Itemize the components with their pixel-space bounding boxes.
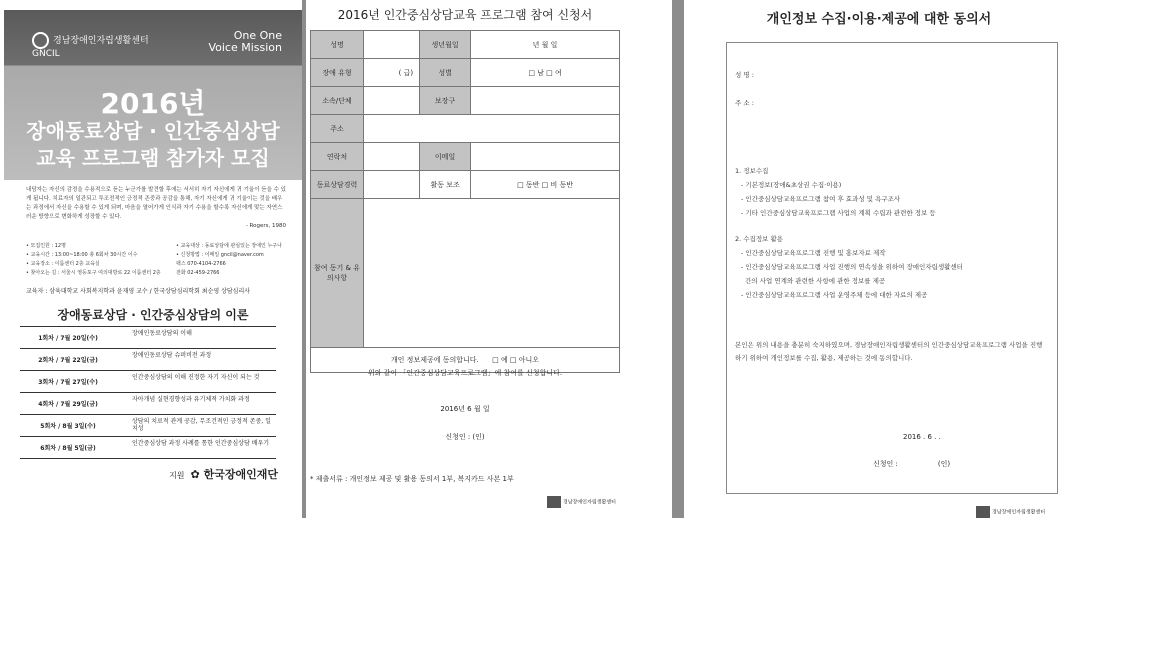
- session-date: 4회차 / 7월 29일(금): [38, 401, 98, 408]
- helper-label: 활동 보조: [420, 171, 471, 199]
- sponsor-label: 지원: [169, 471, 185, 480]
- session-date: 5회차 / 8월 3일(수): [40, 423, 96, 430]
- attachments-note: * 제출서류 : 개인정보 제공 및 활용 동의서 1부, 복지카드 사본 1부: [310, 475, 514, 483]
- birth-label: 생년월일: [420, 31, 471, 59]
- page-gap-middle: [672, 0, 684, 518]
- org-logo-icon: [547, 496, 561, 508]
- name-field[interactable]: [364, 31, 420, 59]
- privacy-consent-document: [684, 0, 1150, 518]
- info-item: • 교육시간 : 13:00~18:00 총 6회차 30시간 이수: [26, 252, 138, 258]
- section1-item: - 인간중심상담교육프로그램 참여 후 효과성 및 욕구조사: [741, 195, 901, 203]
- motive-field[interactable]: [364, 199, 620, 348]
- session-topic: 장애인동료상담의 이해: [132, 330, 192, 337]
- sponsor: [169, 466, 278, 482]
- experience-field[interactable]: [364, 171, 420, 199]
- schedule-table: [20, 326, 276, 459]
- info-item: • 모집인원 : 12명: [26, 243, 66, 249]
- schedule-row: [20, 371, 276, 393]
- application-form: [306, 0, 624, 518]
- motive-label: 참여 동기 & 유의사항: [311, 199, 364, 348]
- schedule-row: [20, 349, 276, 371]
- birth-field[interactable]: 년 월 일: [471, 31, 620, 59]
- aid-device-label: 보장구: [420, 87, 471, 115]
- schedule-row: [20, 437, 276, 459]
- poster-title-line-2: 교육 프로그램 참가자 모집: [36, 146, 270, 170]
- schedule-row: [20, 415, 276, 437]
- poster-title-line-1: 장애동료상담 · 인간중심상담: [26, 119, 280, 143]
- info-item: • 신청방법 : 이메일 gncil@naver.com: [176, 252, 264, 258]
- phone-label: 연락처: [311, 143, 364, 171]
- applicant-signature: 신청인 : (인): [445, 433, 485, 441]
- poster-year: 2016년: [100, 87, 206, 120]
- schedule-row: [20, 393, 276, 415]
- form-title: 2016년 인간중심상담교육 프로그램 참여 신청서: [337, 8, 593, 22]
- consent-name-label: 성 명 :: [735, 71, 754, 79]
- disability-type-label: 장애 유형: [311, 59, 364, 87]
- info-item: • 찾아오는 길 : 서울시 영등포구 여의대방로 22 이룸센터 2층: [26, 270, 161, 276]
- org-logo: [32, 32, 149, 59]
- section2-title: 2. 수집정보 활용: [735, 235, 784, 243]
- gender-label: 성별: [420, 59, 471, 87]
- org-logo-icon: [976, 506, 990, 518]
- consent-statement: 본인은 위의 내용을 충분히 숙지하였으며, 경남장애인자립생활센터의 인간중심상담교육프로그램 사업을 진행하기 위하여 개인정보를 수집, 활용, 제공하는 것에 동의합니다.: [735, 341, 1043, 362]
- address-field[interactable]: [364, 115, 620, 143]
- section2-item: - 인간중심상담교육프로그램 사업 진행의 연속성을 위하여 장애인자립생활센터: [741, 263, 963, 271]
- consent-logo: [976, 506, 1045, 518]
- consent-title: 개인정보 수집·이용·제공에 대한 동의서: [766, 12, 992, 27]
- section2-item: 간의 사업 연계와 관련한 사항에 관한 정보를 제공: [741, 277, 886, 285]
- section1-item: - 기타 인간중심상담교육프로그램 사업의 계획 수립과 관련한 정보 등: [741, 209, 936, 217]
- email-field[interactable]: [471, 143, 620, 171]
- section2-item: - 인간중심상담교육프로그램 사업 운영주체 등에 대한 자료의 제공: [741, 291, 928, 299]
- org-label: 소속/단체: [311, 87, 364, 115]
- org-sub: GNCIL: [32, 49, 60, 59]
- consent-box: [726, 42, 1058, 494]
- org-field[interactable]: [364, 87, 420, 115]
- consent-date: 2016 . 6 . .: [903, 433, 941, 441]
- info-right: [176, 242, 288, 278]
- section1-item: - 기본정보(장애&초상권 수집·이용): [741, 181, 842, 189]
- schedule-row: [20, 327, 276, 349]
- intro-source: - Rogers, 1980: [245, 223, 286, 229]
- instructors: 교육자 : 삼육대학교 사회복지학과 윤재영 교수 / 한국상담심리학회 최순영 상담심리사: [26, 288, 251, 295]
- gender-checkboxes[interactable]: □ 남 □ 여: [471, 59, 620, 87]
- aid-device-field[interactable]: [471, 87, 620, 115]
- privacy-consent-text: 개인 정보제공에 동의합니다.: [390, 356, 479, 364]
- curriculum-title: 장애동료상담 · 인간중심상담의 이론: [57, 308, 249, 322]
- org-name: 경남장애인자립생활센터: [53, 36, 149, 46]
- info-item: 전화 02-459-2766: [176, 270, 220, 276]
- info-item: • 교육장소 : 이룸센터 2층 교육실: [26, 261, 100, 267]
- disability-type-field[interactable]: ( 급): [364, 59, 420, 87]
- apply-statement: 위와 같이 「인간중심상담교육프로그램」에 참여를 신청합니다.: [367, 369, 563, 377]
- consent-signature: 신청인 : (인): [873, 460, 951, 468]
- info-item: • 교육대상 : 동료상담에 관심있는 장애인 누구나: [176, 243, 282, 249]
- slogan-line-2: Voice Mission: [208, 41, 282, 54]
- slogan-line-1: One One: [233, 29, 282, 42]
- poster-intro: [26, 186, 286, 231]
- intro-text: 내담자는 자신의 감정을 수용적으로 듣는 누군가를 발견할 후에는 서서히 자기 자신에게 귀 기울이 듣을 수 있게 됩니다. 치료자의 일관되고 투조전적인 긍정적 존중과 공감을 통해, 자기 자신에게 귀 기울이는 것을 배우는 과정에서 자신을 수용할 수 있게 되며, 마음을 열어가게 인식과 자기 수용을 할수록 자신에게 맞는 자연스러운 방향으로 변화하게 성장할 수 있다.: [26, 187, 286, 220]
- consent-logo-text: 경남장애인자립생활센터: [992, 509, 1046, 516]
- session-topic: 자아개념 실현경향성과 유기체적 가치화 과정: [132, 396, 250, 403]
- privacy-consent-checkboxes[interactable]: □ 예 □ 아니오: [492, 356, 540, 364]
- helper-checkboxes[interactable]: □ 동반 □ 비 동반: [471, 171, 620, 199]
- info-left: [26, 242, 176, 278]
- phone-field[interactable]: [364, 143, 420, 171]
- form-table: [310, 30, 620, 373]
- session-date: 1회차 / 7월 20일(수): [38, 335, 98, 342]
- apply-date: 2016년 6 월 일: [440, 405, 490, 413]
- section1-title: 1. 정보수집: [735, 167, 769, 175]
- poster-title: [4, 118, 302, 172]
- form-logo: [547, 496, 616, 508]
- form-logo-text: 경남장애인자립생활센터: [562, 499, 616, 506]
- experience-label: 동료상담경력: [311, 171, 364, 199]
- session-topic: 장애인동료상담 슈퍼비전 과정: [132, 352, 212, 359]
- session-topic: 상담의 치료적 관계 공감, 무조건적인 긍정적 존중, 일치성: [132, 418, 271, 432]
- section2-item: - 인간중심상담교육프로그램 진행 및 홍보자료 제작: [741, 249, 886, 257]
- recruitment-poster: [4, 10, 302, 488]
- email-label: 이메일: [420, 143, 471, 171]
- consent-address-label: 주 소 :: [735, 99, 754, 107]
- sponsor-name: 한국장애인재단: [203, 468, 278, 481]
- slogan: [208, 30, 282, 54]
- sponsor-logo-icon: ✿: [190, 468, 200, 481]
- poster-header: [4, 10, 302, 180]
- session-topic: 인간중심상담의 이해 진정한 자기 자신이 되는 것: [132, 374, 260, 381]
- name-label: 성명: [311, 31, 364, 59]
- org-logo-icon: [32, 32, 49, 49]
- address-label: 주소: [311, 115, 364, 143]
- session-date: 2회차 / 7월 22일(금): [38, 357, 98, 364]
- session-date: 3회차 / 7월 27일(수): [38, 379, 98, 386]
- session-topic: 인간중심상담 과정 사례를 통한 인간중심상담 배우기: [132, 440, 270, 447]
- info-item: 팩스 070-4104-2766: [176, 261, 226, 267]
- session-date: 6회차 / 8월 5일(금): [40, 445, 96, 452]
